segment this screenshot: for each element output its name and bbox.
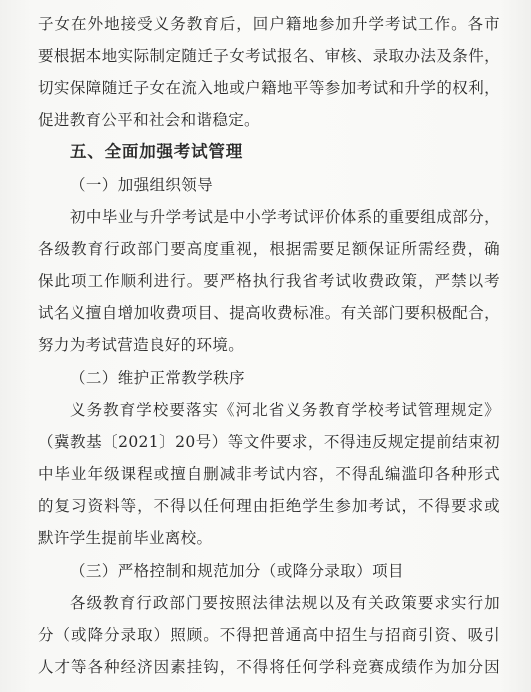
text-line-20: 分（或降分录取）照顾。不得把普通高中招生与招商引资、吸引 <box>38 626 500 644</box>
text-line-4: 促进教育公平和社会和谐稳定。 <box>38 111 260 129</box>
subsection-heading-3: （三）严格控制和规范加分（或降分录取）项目 <box>70 562 404 580</box>
text-line-17: 默许学生提前毕业离校。 <box>38 529 213 547</box>
subsection-heading-2: （二）维护正常教学秩序 <box>70 369 245 387</box>
text-line-7: 初中毕业与升学考试是中小学考试评价体系的重要组成部分， <box>70 208 500 226</box>
text-line-14: （冀教基〔2021〕20号）等文件要求，不得违反规定提前结束初 <box>38 433 500 451</box>
text-line-19: 各级教育行政部门要按照法律法规以及有关政策要求实行加 <box>70 594 500 612</box>
text-line-11: 努力为考试营造良好的环境。 <box>38 336 245 354</box>
text-line-13: 义务教育学校要落实《河北省义务教育学校考试管理规定》 <box>70 401 500 419</box>
text-line-2: 要根据本地实际制定随迁子女考试报名、审核、录取办法及条件， <box>38 47 500 65</box>
text-line-3: 切实保障随迁子女在流入地或户籍地平等参加考试和升学的权利， <box>38 79 500 97</box>
section-heading: 五、全面加强考试管理 <box>70 142 243 161</box>
text-line-16: 的复习资料等，不得以任何理由拒绝学生参加考试，不得要求或 <box>38 497 500 515</box>
text-line-8: 各级教育行政部门要高度重视，根据需要足额保证所需经费，确 <box>38 240 500 258</box>
text-line-9: 保此项工作顺利进行。要严格执行我省考试收费政策，严禁以考 <box>38 272 500 290</box>
subsection-heading-1: （一）加强组织领导 <box>70 176 214 194</box>
text-line-10: 试名义擅自增加收费项目、提高收费标准。有关部门要积极配合， <box>38 304 500 322</box>
text-line-21: 人才等各种经济因素挂钩，不得将任何学科竞赛成绩作为加分因 <box>38 658 500 676</box>
text-line-15: 中毕业年级课程或擅自删减非考试内容，不得乱编滥印各种形式 <box>38 465 500 483</box>
text-line-1: 子女在外地接受义务教育后，回户籍地参加升学考试工作。各市 <box>38 15 500 33</box>
